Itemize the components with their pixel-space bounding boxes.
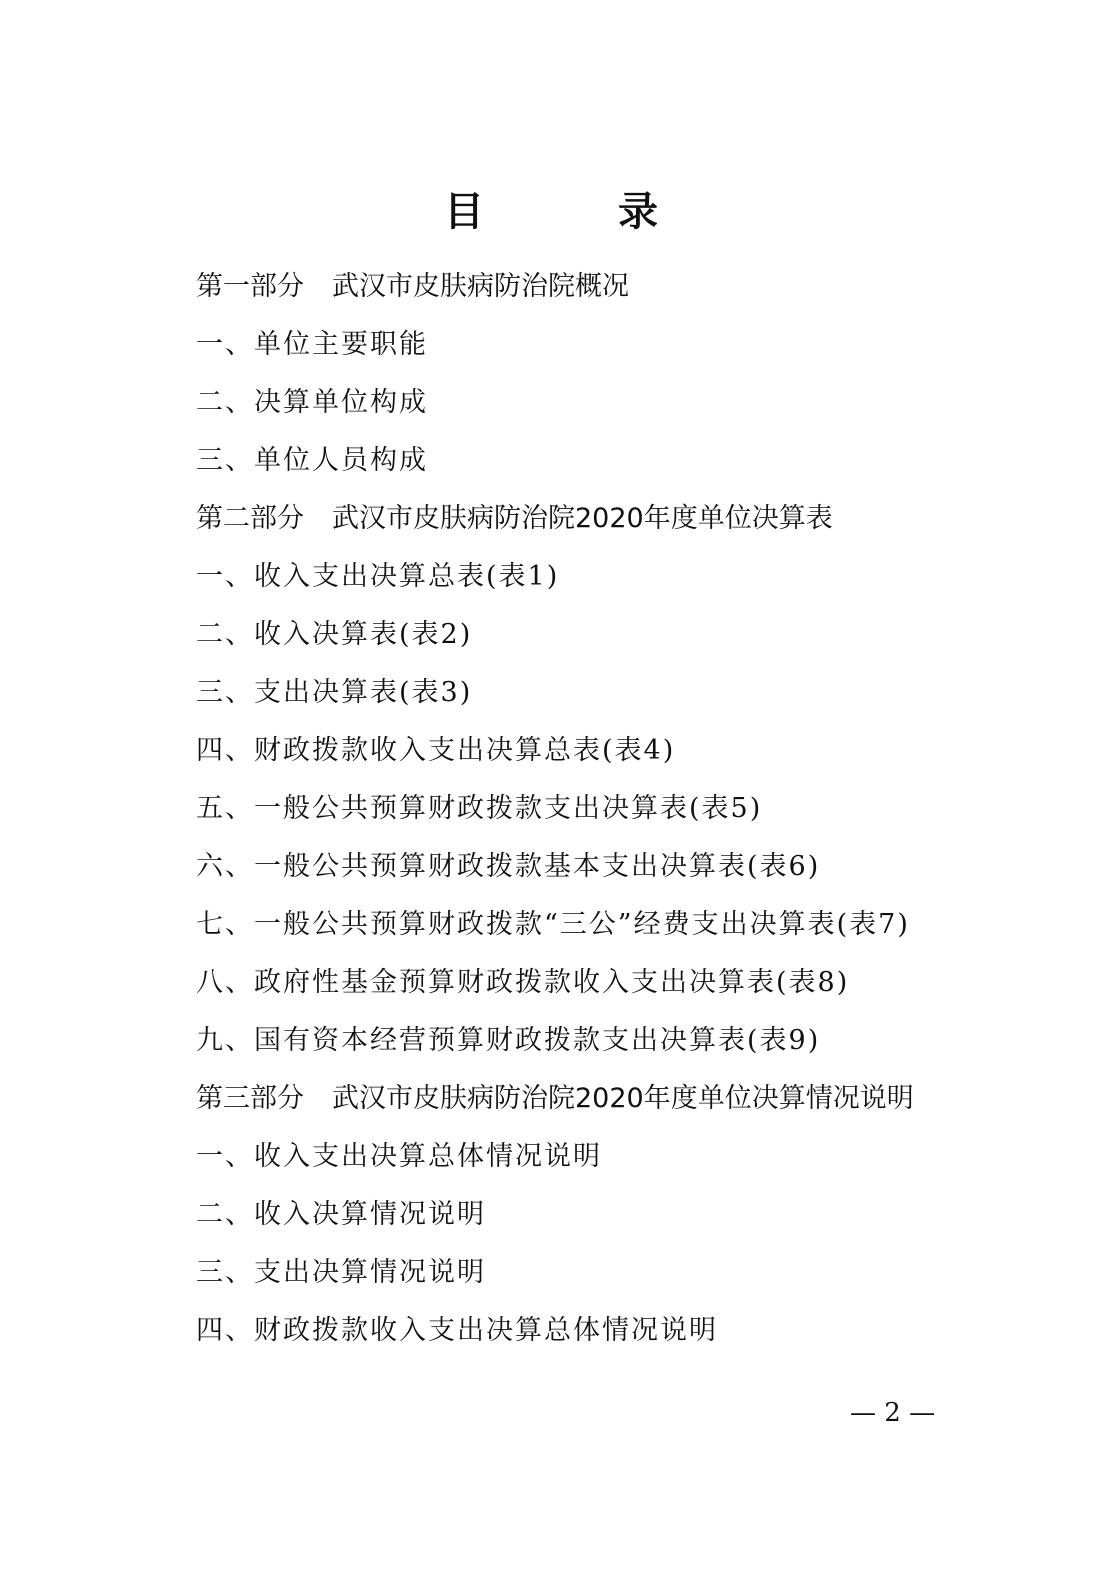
toc-part-title: 武汉市皮肤病防治院2020年度单位决算情况说明 [332, 1083, 914, 1114]
toc-item: 四、财政拨款收入支出决算总表(表4) [196, 735, 676, 766]
toc-part-title: 武汉市皮肤病防治院2020年度单位决算表 [332, 503, 833, 534]
toc-item: 二、收入决算表(表2) [196, 619, 473, 650]
toc-part-heading [196, 1070, 1076, 1128]
toc-item: 三、支出决算情况说明 [196, 1257, 486, 1288]
toc-item: 六、一般公共预算财政拨款基本支出决算表(表6) [196, 851, 821, 882]
page-number: — 2 — [850, 1398, 936, 1428]
page-title: 目 录 [444, 189, 718, 235]
toc-item: 一、收入支出决算总体情况说明 [196, 1141, 602, 1172]
toc-item: 七、一般公共预算财政拨款“三公”经费支出决算表(表7) [196, 909, 910, 940]
toc-item: 四、财政拨款收入支出决算总体情况说明 [196, 1315, 718, 1346]
toc-item: 九、国有资本经营预算财政拨款支出决算表(表9) [196, 1025, 821, 1056]
toc-item: 二、决算单位构成 [196, 387, 428, 418]
toc-part-heading [196, 490, 1076, 548]
toc-part-label: 第三部分 [196, 1083, 304, 1114]
toc-item: 一、收入支出决算总表(表1) [196, 561, 560, 592]
table-of-contents [196, 258, 1076, 1360]
toc-item: 二、收入决算情况说明 [196, 1199, 486, 1230]
toc-part-label: 第二部分 [196, 503, 304, 534]
toc-item: 五、一般公共预算财政拨款支出决算表(表5) [196, 793, 763, 824]
toc-item: 八、政府性基金预算财政拨款收入支出决算表(表8) [196, 967, 850, 998]
toc-part-heading [196, 258, 1076, 316]
toc-part-title: 武汉市皮肤病防治院概况 [332, 271, 629, 302]
toc-item: 三、支出决算表(表3) [196, 677, 473, 708]
toc-part-label: 第一部分 [196, 271, 304, 302]
toc-item: 三、单位人员构成 [196, 445, 428, 476]
toc-item: 一、单位主要职能 [196, 329, 428, 360]
